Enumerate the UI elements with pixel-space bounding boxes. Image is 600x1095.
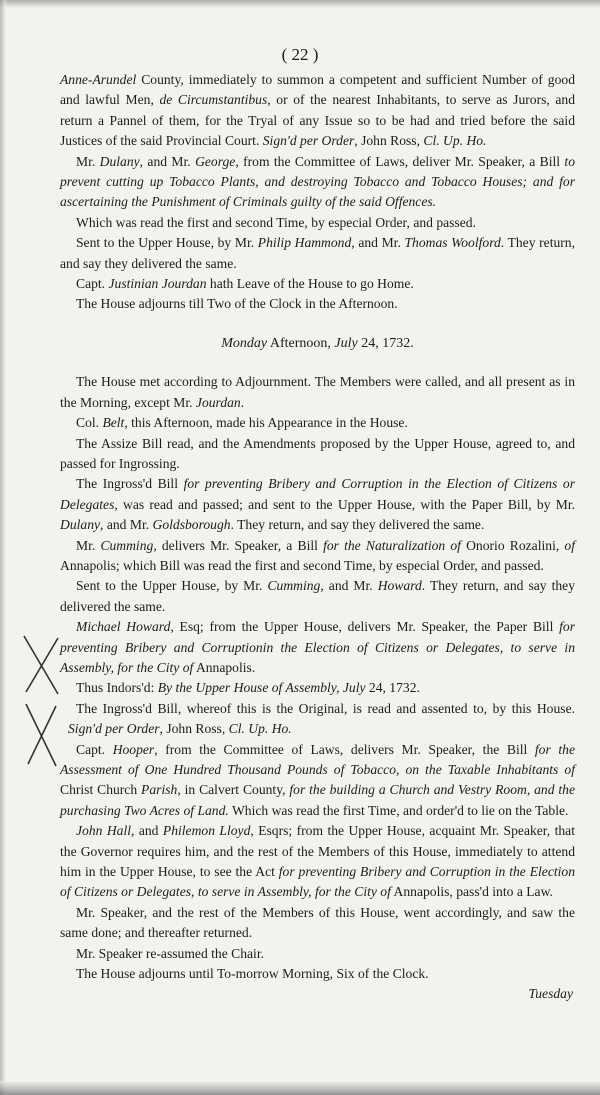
margin-x-mark-upper	[18, 630, 64, 700]
page-number: ( 22 )	[281, 45, 319, 64]
page-left-edge	[0, 0, 6, 1095]
paragraph-1: Anne-Arundel County, immediately to summon a competent and sufficient Number of good and lawful Men, de Circumstantibus, or of the nearest Inhabitants, to serve as Jurors, and return a Pannel of them, for the Tryal of any Issue so to be had and tried before the said Justices of the said Provincial Court. Sign'd per Order, John Ross, Cl. Up. Ho.	[60, 72, 576, 149]
paragraph-16: Capt. Hooper, from the Committee of Laws, delivers Mr. Speaker, the Bill for the Assessment of One Hundred Thousand Pounds of Tobacco, on the Taxable Inhabitants of Christ Church Parish, in Calvert County, for the building a Church and Vestry Room, and the purchasing Two Acres of Land. Which was read the first Time, and order'd to lie on the Table.	[60, 741, 575, 818]
page-top-edge	[0, 0, 600, 8]
margin-x-mark-lower	[18, 700, 64, 770]
paragraph-3: Which was read the first and second Time, by especial Order, and passed.	[76, 214, 476, 230]
page-bottom-edge	[0, 1081, 600, 1095]
paragraph-14: Thus Indors'd: By the Upper House of Assembly, July 24, 1732.	[76, 680, 420, 696]
paragraph-8: Col. Belt, this Afternoon, made his Appearance in the House.	[76, 415, 408, 431]
paragraph-10: The Ingross'd Bill for preventing Bribery and Corruption in the Election of Citizens or Delegates, was read and passed; and sent to the Upper House, with the Paper Bill, by Mr. Dulany, and Mr. Goldsborough. They return, and say they delivered the same.	[60, 476, 575, 533]
paragraph-17: John Hall, and Philemon Lloyd, Esqrs; from the Upper House, acquaint Mr. Speaker, that the Governor requires him, and the rest of the Members of this House, immediately to attend him in the Upper House, to see the Act for preventing Bribery and Corruption in the Election of Citizens or Delegates, to serve in Assembly, for the City of Annapolis, pass'd into a Law.	[60, 823, 576, 900]
paragraph-11: Mr. Cumming, delivers Mr. Speaker, a Bill for the Naturalization of Onorio Rozalini, of Annapolis; which Bill was read the first and second Time, by especial Order, and passed.	[60, 537, 575, 573]
paragraph-7: The House met according to Adjournment. The Members were called, and all present as in the Morning, except Mr. Jourdan.	[60, 374, 575, 410]
paragraph-6: The House adjourns till Two of the Clock in the Afternoon.	[76, 296, 398, 312]
section-heading: Monday Afternoon, July 24, 1732.	[221, 335, 414, 351]
document-body	[60, 70, 575, 1005]
paragraph-19: Mr. Speaker re-assumed the Chair.	[76, 945, 264, 961]
paragraph-20: The House adjourns until To-morrow Morning, Six of the Clock.	[76, 966, 429, 982]
paragraph-4: Sent to the Upper House, by Mr. Philip Hammond, and Mr. Thomas Woolford. They return, and say they delivered the same.	[60, 235, 575, 271]
paragraph-13: Michael Howard, Esq; from the Upper House, delivers Mr. Speaker, the Paper Bill for preventing Bribery and Corruptionin the Election of Citizens or Delegates, to serve in Assembly, for the City of Annapolis.	[60, 619, 576, 675]
paragraph-9: The Assize Bill read, and the Amendments proposed by the Upper House, agreed to, and passed for Ingrossing.	[60, 435, 575, 471]
catchword: Tuesday	[528, 986, 573, 1002]
paragraph-5: Capt. Justinian Jourdan hath Leave of the House to go Home.	[76, 276, 414, 292]
paragraph-18: Mr. Speaker, and the rest of the Members of this House, went accordingly, and saw the same done; and thereafter returned.	[60, 904, 575, 941]
paragraph-12: Sent to the Upper House, by Mr. Cumming, and Mr. Howard. They return, and say they delivered the same.	[60, 578, 575, 614]
paragraph-2: Mr. Dulany, and Mr. George, from the Committee of Laws, deliver Mr. Speaker, a Bill to prevent cutting up Tobacco Plants, and destroying Tobacco and Tobacco Houses; and for ascertaining the Punishment of Criminals guilty of the said Offences.	[60, 153, 575, 210]
paragraph-15: The Ingross'd Bill, whereof this is the Original, is read and assented to, by this House. Sign'd per Order, John Ross, Cl. Up. Ho.	[68, 700, 575, 737]
